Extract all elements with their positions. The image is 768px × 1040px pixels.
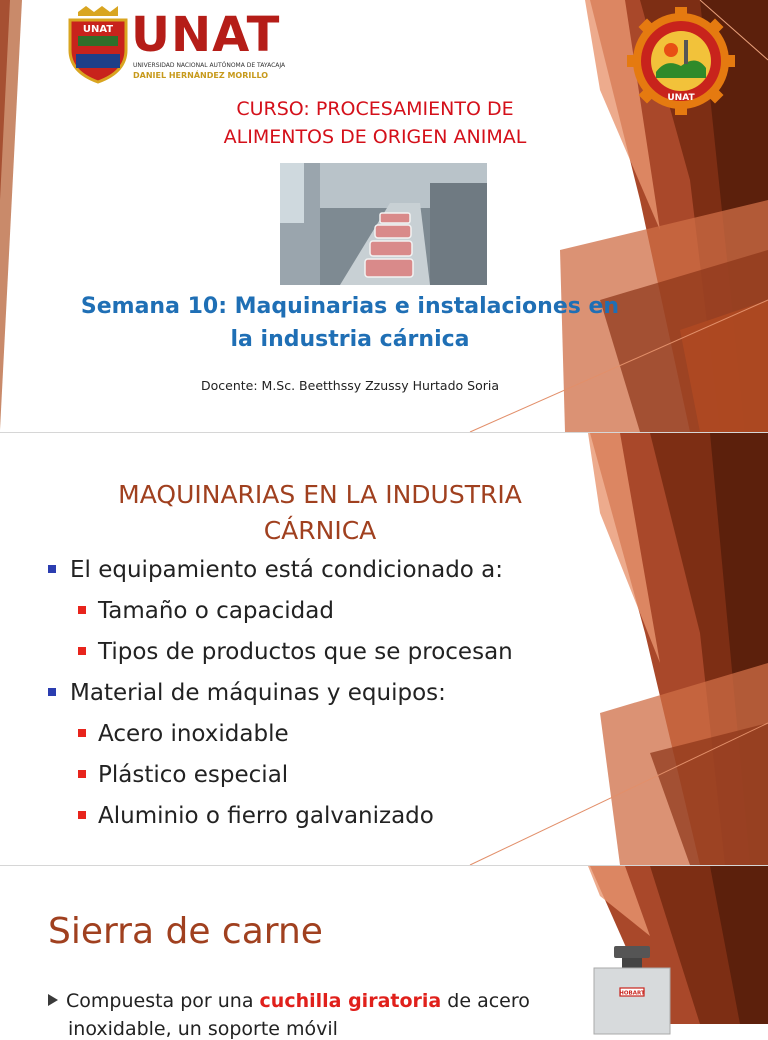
university-shield-logo bbox=[64, 6, 132, 84]
university-brand-name: UNAT bbox=[131, 7, 281, 63]
slide-1 bbox=[0, 0, 768, 432]
triangle-bullet-icon bbox=[48, 994, 58, 1006]
square-bullet-icon bbox=[48, 565, 56, 573]
sub-bullet-item: Plástico especial bbox=[48, 758, 608, 799]
meat-saw-machine-image bbox=[586, 944, 678, 1034]
sub-bullet-item: Tipos de productos que se procesan bbox=[48, 635, 608, 676]
square-bullet-icon bbox=[78, 729, 86, 737]
course-title bbox=[150, 95, 600, 151]
slide-2-title bbox=[30, 477, 610, 549]
square-bullet-icon bbox=[78, 647, 86, 655]
square-bullet-icon bbox=[78, 770, 86, 778]
university-dedication-name: DANIEL HERNÁNDEZ MORILLO bbox=[133, 71, 269, 80]
slide-2-title-line-2: CÁRNICA bbox=[263, 516, 377, 545]
sub-bullet-item: Aluminio o fierro galvanizado bbox=[48, 799, 608, 840]
week-title-line-1: Semana 10: Maquinarias e instalaciones en bbox=[80, 294, 620, 319]
highlighted-term: cuchilla giratoria bbox=[259, 990, 442, 1012]
svg-text:UNAT: UNAT bbox=[667, 93, 695, 103]
course-title-line-2: ALIMENTOS DE ORIGEN ANIMAL bbox=[223, 126, 527, 148]
square-bullet-icon bbox=[78, 606, 86, 614]
slide-3 bbox=[0, 866, 768, 1040]
week-title-line-2: la industria cárnica bbox=[230, 327, 470, 352]
slide-2 bbox=[0, 433, 768, 865]
course-title-line-1: CURSO: PROCESAMIENTO DE bbox=[236, 98, 514, 120]
square-bullet-icon bbox=[48, 688, 56, 696]
bullet-list bbox=[48, 553, 608, 840]
bullet-item: El equipamiento está condicionado a: bbox=[48, 553, 608, 594]
square-bullet-icon bbox=[78, 811, 86, 819]
faculty-gear-logo bbox=[626, 6, 736, 116]
teacher-name: Docente: M.Sc. Beetthssy Zzussy Hurtado Soria bbox=[201, 378, 499, 393]
sub-bullet-item: Tamaño o capacidad bbox=[48, 594, 608, 635]
svg-text:UNAT: UNAT bbox=[82, 24, 114, 35]
sub-bullet-item: Acero inoxidable bbox=[48, 717, 608, 758]
slide-2-title-line-1: MAQUINARIAS EN LA INDUSTRIA bbox=[118, 480, 522, 509]
slide-3-bullet-line-2: inoxidable, un soporte móvil bbox=[68, 1018, 338, 1040]
slide-3-bullet-line-1: Compuesta por una cuchilla giratoria de acero bbox=[48, 990, 530, 1012]
svg-text:HOBART: HOBART bbox=[619, 990, 645, 997]
meat-processing-line-photo bbox=[280, 163, 487, 285]
week-title bbox=[40, 290, 660, 356]
slide-3-title: Sierra de carne bbox=[48, 911, 323, 952]
university-full-name: UNIVERSIDAD NACIONAL AUTÓNOMA DE TAYACAJA bbox=[133, 62, 286, 69]
bullet-item: Material de máquinas y equipos: bbox=[48, 676, 608, 717]
